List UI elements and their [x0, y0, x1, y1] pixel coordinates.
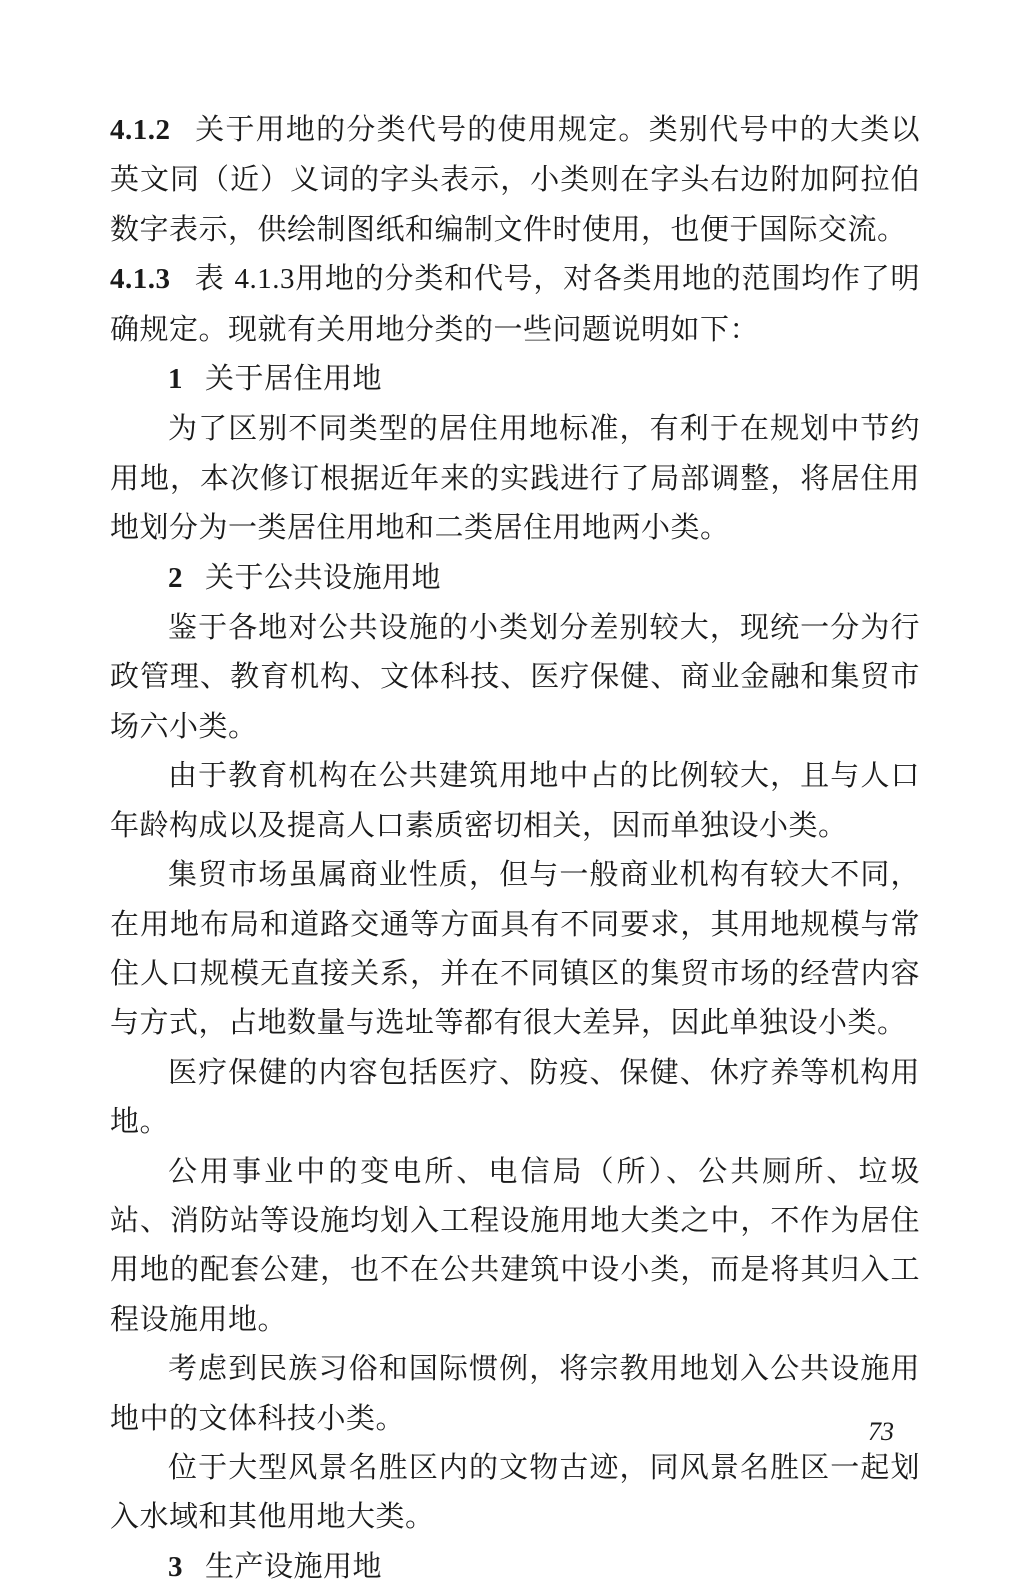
item-heading-text: 关于公共设施用地 — [205, 559, 442, 594]
paragraph: 为了区别不同类型的居住用地标准，有利于在规划中节约用地，本次修订根据近年来的实践进行了局部调整，将居住用地划分为一类居住用地和二类居住用地两小类。 — [110, 411, 920, 545]
item-number: 2 — [168, 561, 183, 594]
clause-text: 关于用地的分类代号的使用规定。类别代号中的大类以英文同（近）义词的字头表示，小类则在字头右边附加阿拉伯数字表示，供绘制图纸和编制文件时使用，也便于国际交流。 — [110, 112, 920, 246]
item-heading-text: 生产设施用地 — [205, 1548, 383, 1583]
paragraph: 由于教育机构在公共建筑用地中占的比例较大，且与人口年龄构成以及提高人口素质密切相关，因而单独设小类。 — [110, 758, 920, 842]
clause-4-1-3 — [110, 254, 920, 354]
item-heading-3 — [110, 1542, 920, 1592]
item-heading-text: 关于居住用地 — [205, 361, 383, 396]
paragraph: 考虑到民族习俗和国际惯例，将宗教用地划入公共设施用地中的文体科技小类。 — [110, 1351, 920, 1435]
paragraph: 集贸市场虽属商业性质，但与一般商业机构有较大不同，在用地布局和道路交通等方面具有不同要求，其用地规模与常住人口规模无直接关系，并在不同镇区的集贸市场的经营内容与方式，占地数量与选址等都有很大差异，因此单独设小类。 — [110, 857, 920, 1040]
clause-text: 用地的分类和代号，对各类用地的范围均作了明确规定。现就有关用地分类的一些问题说明如下： — [110, 261, 920, 346]
page-body — [110, 105, 920, 1592]
paragraph: 鉴于各地对公共设施的小类划分差别较大，现统一分为行政管理、教育机构、文体科技、医疗保健、商业金融和集贸市场六小类。 — [110, 610, 920, 743]
paragraph: 公用事业中的变电所、电信局（所）、公共厕所、垃圾站、消防站等设施均划入工程设施用地大类之中，不作为居住用地的配套公建，也不在公共建筑中设小类，而是将其归入工程设施用地。 — [110, 1153, 920, 1336]
item-heading-1 — [110, 354, 920, 404]
clause-number: 4.1.3 — [110, 263, 171, 296]
paragraph: 医疗保健的内容包括医疗、防疫、保健、休疗养等机构用地。 — [110, 1054, 920, 1139]
item-number: 3 — [168, 1550, 183, 1583]
clause-4-1-2 — [110, 105, 920, 254]
table-reference: 4.1.3 — [234, 263, 296, 296]
clause-prefix: 表 — [194, 261, 225, 296]
item-heading-2 — [110, 553, 920, 603]
item-number: 1 — [168, 363, 183, 396]
clause-number: 4.1.2 — [110, 114, 171, 146]
page-number: 73 — [868, 1417, 894, 1446]
paragraph: 位于大型风景名胜区内的文物古迹，同风景名胜区一起划入水域和其他用地大类。 — [110, 1449, 920, 1534]
